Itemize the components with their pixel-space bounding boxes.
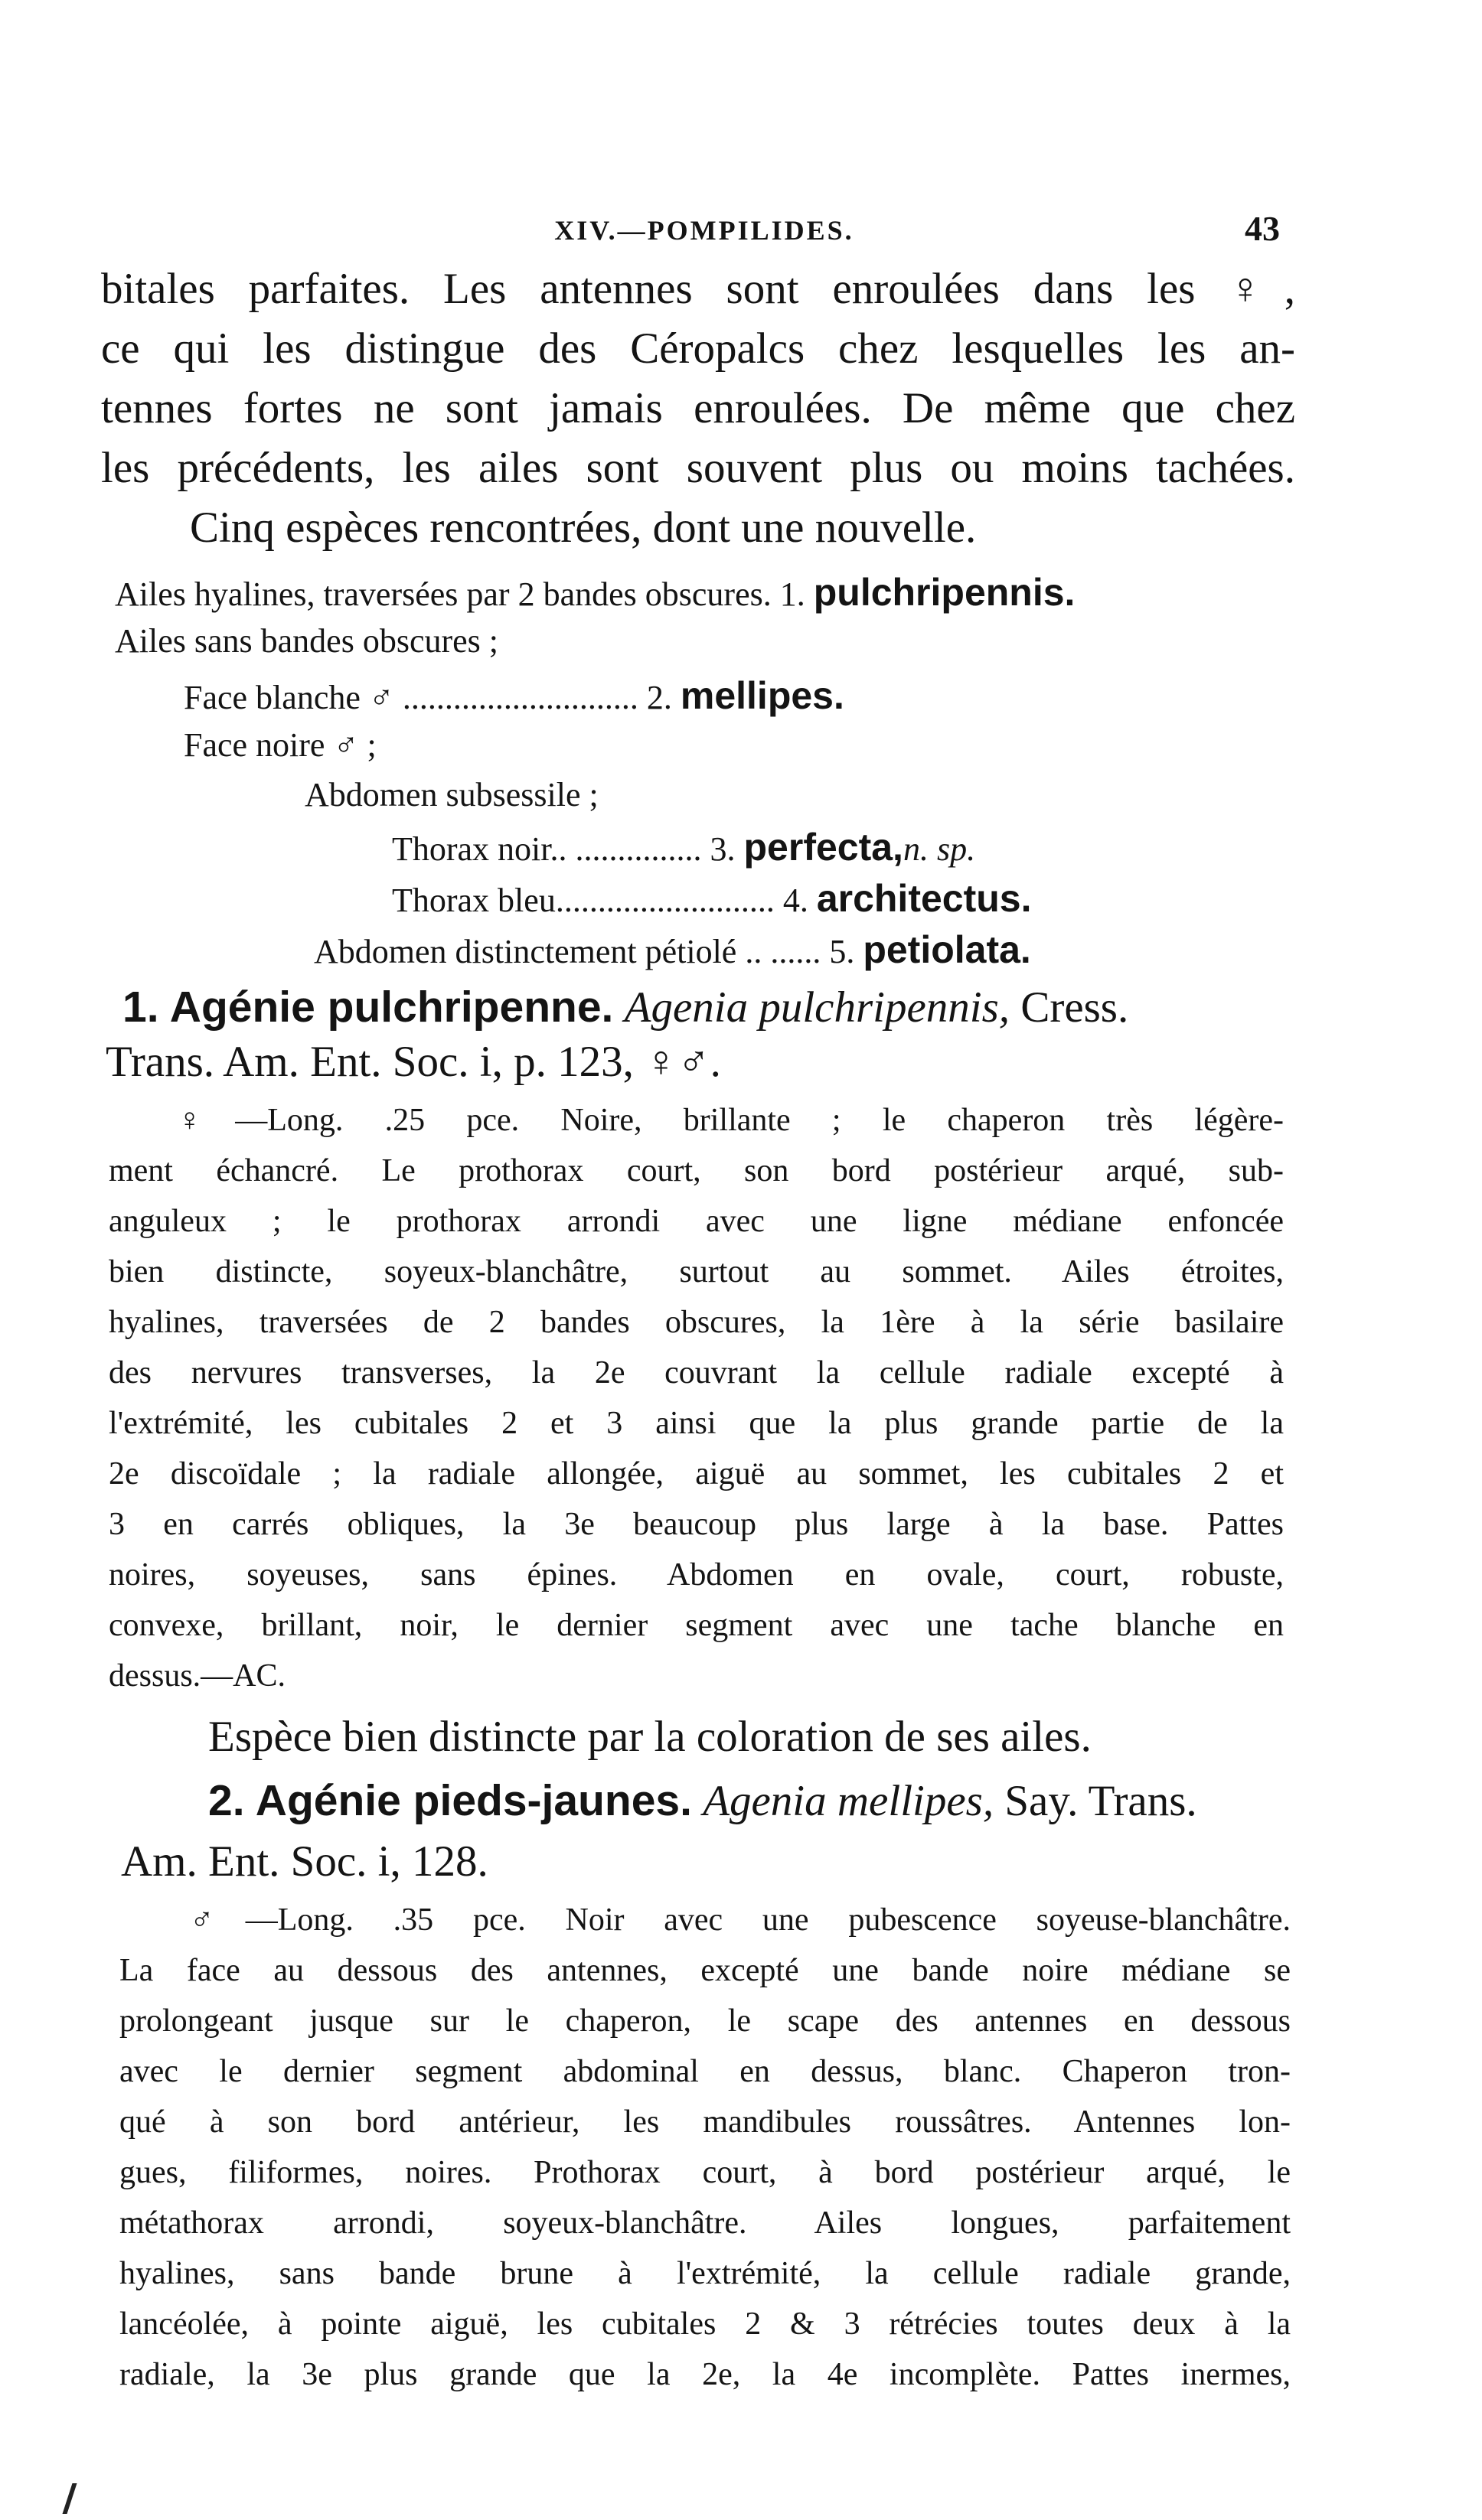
description-line: avec le dernier segment abdominal en dessus, blanc. Chaperon tron- <box>119 2054 1291 2089</box>
description-line: ♂—Long. .35 pce. Noir avec une pubescence soyeuse-blanchâtre. <box>190 1902 1291 1938</box>
key-row <box>314 927 1031 972</box>
species-common-name: Agénie pieds-jaunes. <box>255 1776 692 1825</box>
species-heading <box>122 982 1128 1032</box>
species-heading <box>208 1775 1197 1826</box>
page-number: 43 <box>1245 209 1280 248</box>
intro-line: tennes fortes ne sont jamais enroulées. De même que chez <box>101 384 1295 432</box>
description-line: radiale, la 3e plus grande que la 2e, la 4e incomplète. Pattes inermes, <box>119 2357 1291 2392</box>
description-line: métathorax arrondi, soyeux-blanchâtre. Ailes longues, parfaitement <box>119 2205 1291 2241</box>
description-line: lancéolée, à pointe aiguë, les cubitales 2 & 3 rétrécies toutes deux à la <box>119 2306 1291 2342</box>
description-line: anguleux ; le prothorax arrondi avec une ligne médiane enfoncée <box>109 1204 1284 1239</box>
intro-line: les précédents, les ailes sont souvent plus ou moins tachées. <box>101 444 1295 492</box>
description-line: 2e discoïdale ; la radiale allongée, aiguë au sommet, les cubitales 2 et <box>109 1456 1284 1491</box>
key-species-name: petiolata. <box>863 928 1031 971</box>
intro-line: ce qui les distingue des Céropalcs chez lesquelles les an- <box>101 324 1295 373</box>
species-common-name: Agénie pulchripenne. <box>169 983 614 1032</box>
species-author: Cress. <box>1020 983 1129 1032</box>
description-line: noires, soyeuses, sans épines. Abdomen en ovale, court, robuste, <box>109 1557 1284 1593</box>
key-text: Ailes hyalines, traversées par 2 bandes obscures. 1. <box>115 575 805 613</box>
description-line: 3 en carrés obliques, la 3e beaucoup plus large à la base. Pattes <box>109 1507 1284 1542</box>
key-row <box>184 673 844 718</box>
key-species-name: pulchripennis. <box>813 571 1076 614</box>
key-row <box>392 876 1031 921</box>
key-row: Face noire ♂ ; <box>184 726 377 764</box>
key-text: Face blanche ♂ ............................ 2. <box>184 679 672 716</box>
key-species-name: perfecta, <box>743 826 903 869</box>
description-line: ment échancré. Le prothorax court, son bord postérieur arqué, sub- <box>109 1153 1284 1188</box>
key-row: Abdomen subsessile ; <box>305 776 599 813</box>
intro-line: bitales parfaites. Les antennes sont enroulées dans les ♀, <box>101 265 1295 313</box>
key-text: Abdomen distinctement pétiolé .. ...... 5. <box>314 933 855 970</box>
species-author: Say. Trans. <box>1004 1777 1197 1825</box>
running-header <box>115 208 1294 254</box>
description-line: La face au dessous des antennes, excepté une bande noire médiane se <box>119 1953 1291 1988</box>
key-row <box>115 570 1075 615</box>
description-line: l'extrémité, les cubitales 2 et 3 ainsi que la plus grande partie de la <box>109 1406 1284 1441</box>
description-line: ♀—Long. .25 pce. Noire, brillante ; le chaperon très légère- <box>178 1103 1284 1138</box>
key-species-name: mellipes. <box>680 674 844 717</box>
description-line: des nervures transverses, la 2e couvrant la cellule radiale excepté à <box>109 1355 1284 1390</box>
description-line: prolongeant jusque sur le chaperon, le scape des antennes en dessous <box>119 2003 1291 2039</box>
species-remark: Espèce bien distincte par la coloration de ses ailes. <box>208 1713 1092 1761</box>
key-text: Thorax noir.. ............... 3. <box>392 830 736 868</box>
key-row <box>392 825 975 869</box>
key-text: Thorax bleu.......................... 4. <box>392 882 808 919</box>
description-line: qué à son bord antérieur, les mandibules roussâtres. Antennes lon- <box>119 2104 1291 2140</box>
intro-line: Cinq espèces rencontrées, dont une nouvelle. <box>190 504 977 552</box>
description-line: gues, filiformes, noires. Prothorax court, à bord postérieur arqué, le <box>119 2155 1291 2190</box>
description-line: hyalines, traversées de 2 bandes obscures, la 1ère à la série basilaire <box>109 1305 1284 1340</box>
running-title: XIV.—POMPILIDES. <box>554 215 854 246</box>
key-row: Ailes sans bandes obscures ; <box>115 622 499 660</box>
description-line: convexe, brillant, noir, le dernier segment avec une tache blanche en <box>109 1608 1284 1643</box>
species-latin-name: Agenia mellipes, <box>703 1777 994 1825</box>
description-line: hyalines, sans bande brune à l'extrémité, la cellule radiale grande, <box>119 2256 1291 2291</box>
species-reference: Trans. Am. Ent. Soc. i, p. 123, ♀♂. <box>106 1038 721 1086</box>
key-note: n. sp. <box>903 830 976 868</box>
species-latin-name: Agenia pulchripennis, <box>624 983 1010 1032</box>
stray-mark <box>63 2483 77 2514</box>
species-reference: Am. Ent. Soc. i, 128. <box>121 1837 488 1886</box>
species-number: 1. <box>122 983 159 1032</box>
description-line: dessus.—AC. <box>109 1658 286 1694</box>
species-number: 2. <box>208 1776 245 1825</box>
key-species-name: architectus. <box>816 877 1032 920</box>
description-line: bien distincte, soyeux-blanchâtre, surtout au sommet. Ailes étroites, <box>109 1254 1284 1289</box>
